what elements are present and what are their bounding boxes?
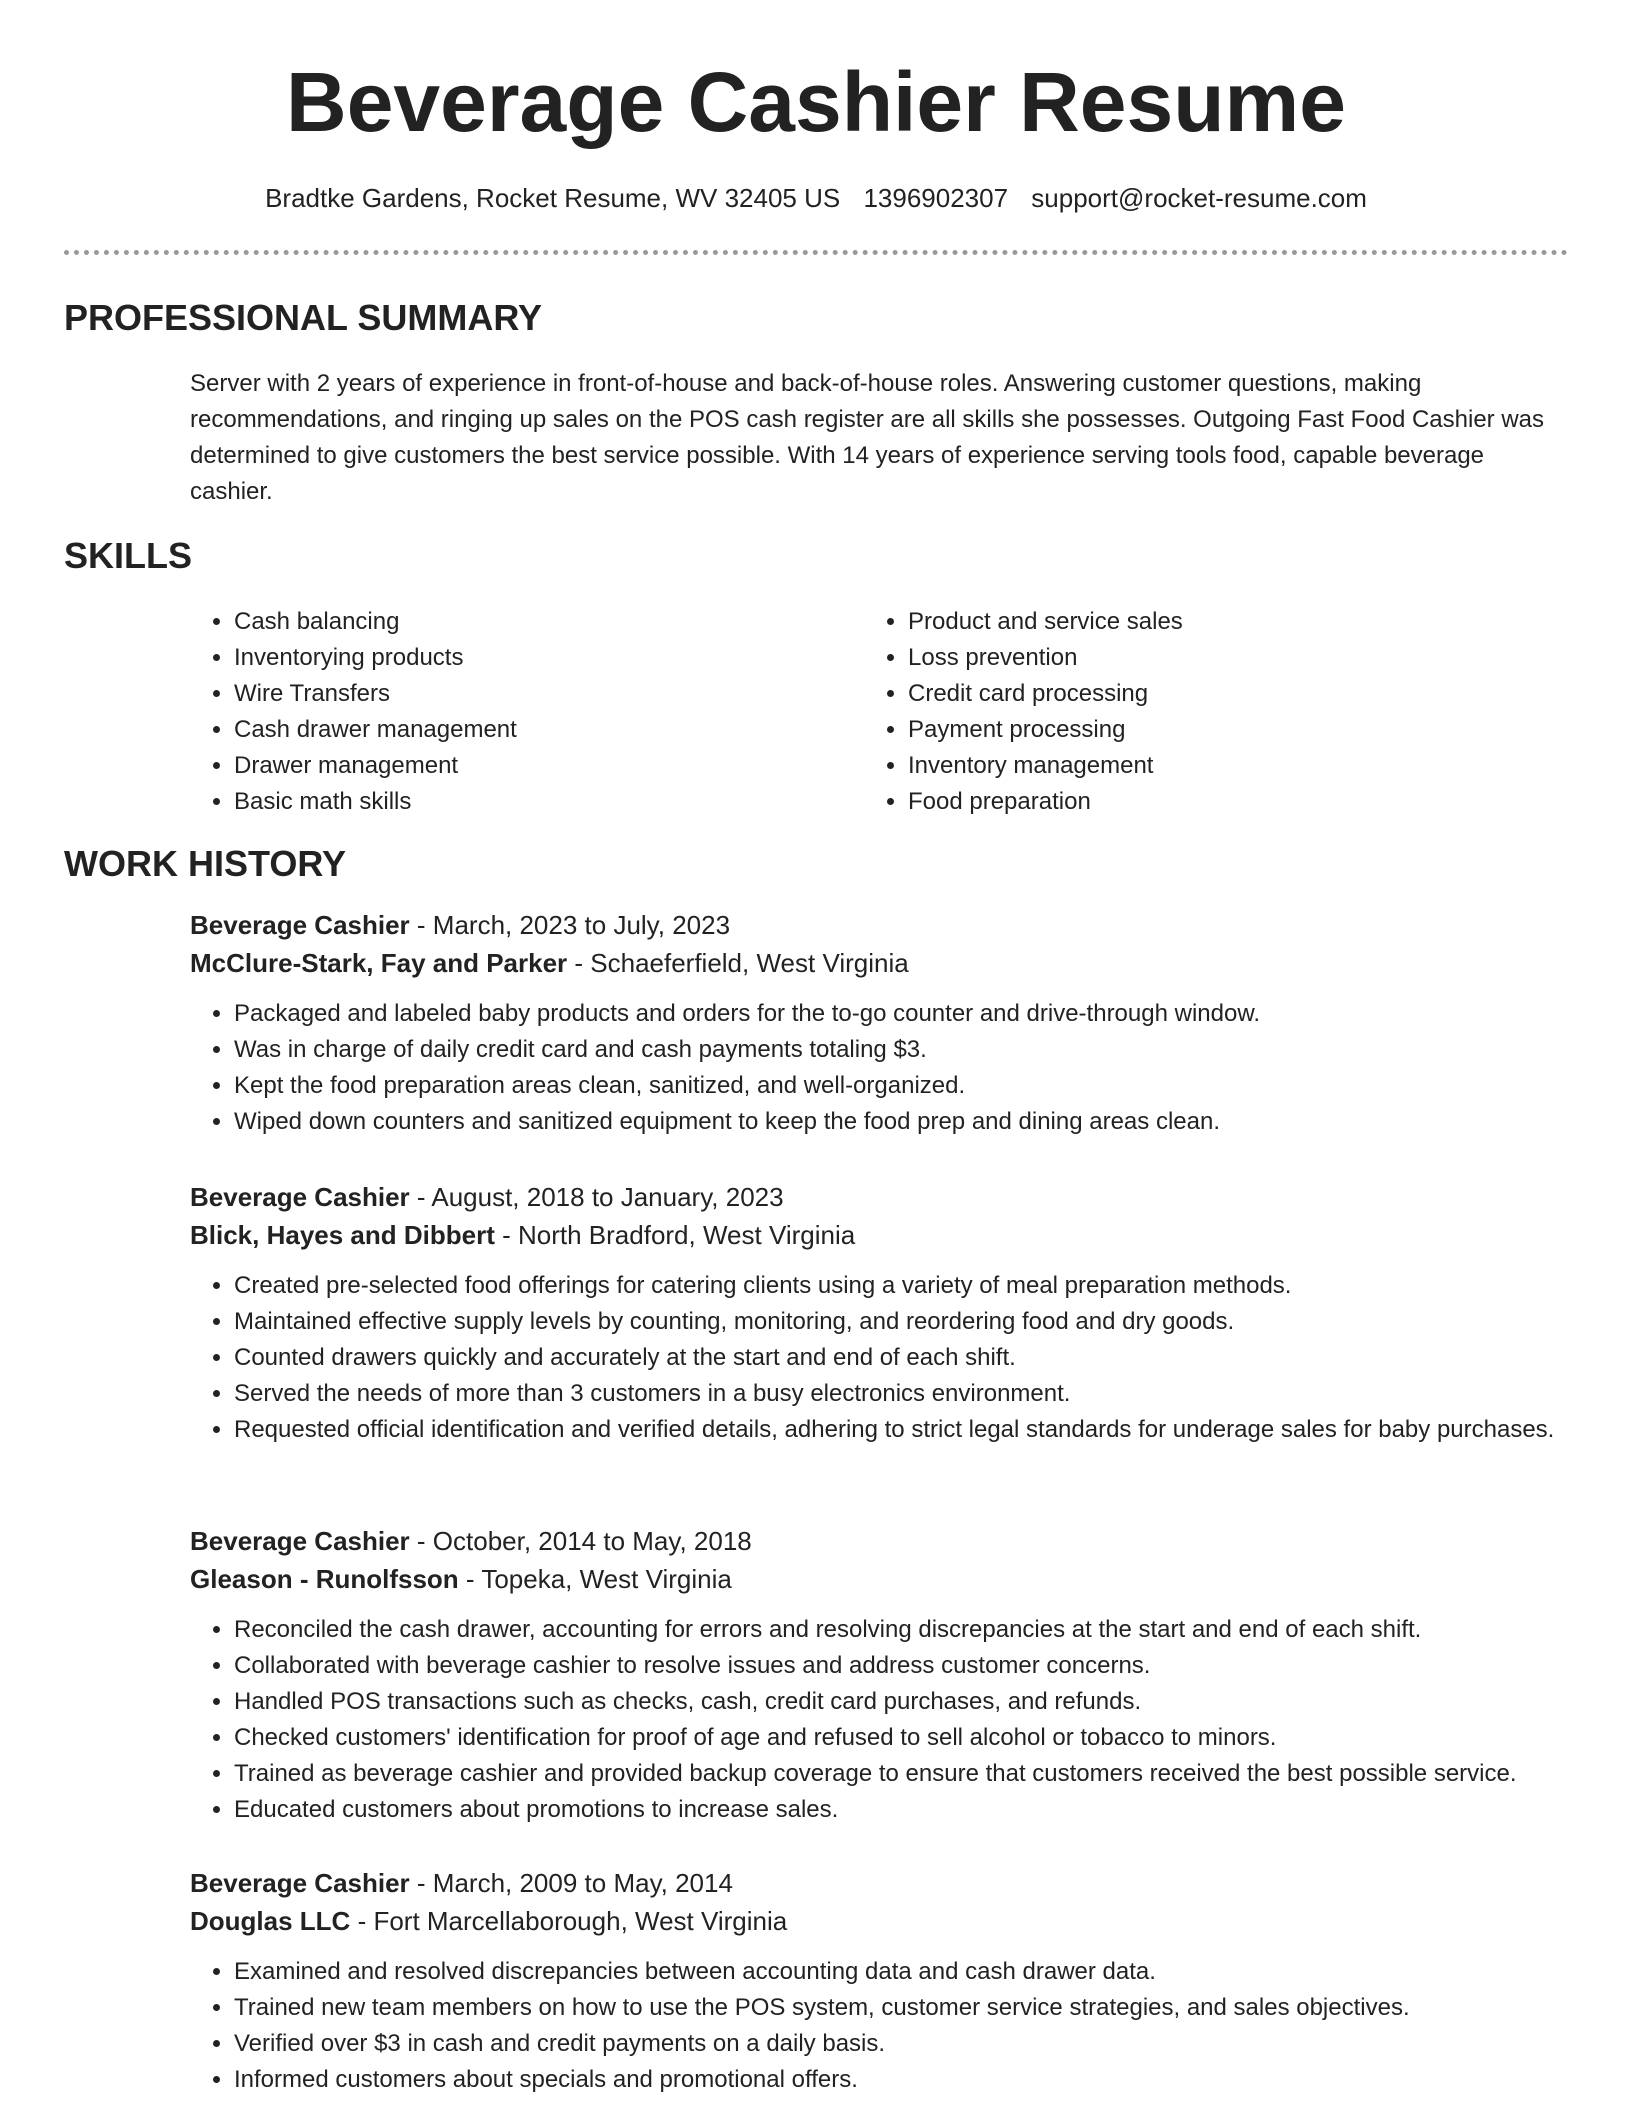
skill-item: • Cash drawer management	[234, 712, 854, 748]
job-bullet: • Was in charge of daily credit card and cash payments totaling $3.	[234, 1032, 1570, 1068]
job-location: - Schaeferfield, West Virginia	[567, 948, 909, 978]
job-title-line	[190, 906, 1570, 944]
job-bullet: • Wiped down counters and sanitized equipment to keep the food prep and dining areas clean.	[234, 1104, 1570, 1140]
job-bullet: • Handled POS transactions such as checks, cash, credit card purchases, and refunds.	[234, 1684, 1570, 1720]
page-title: Beverage Cashier Resume	[286, 55, 1346, 149]
skill-item: • Wire Transfers	[234, 676, 854, 712]
skill-item: • Payment processing	[908, 712, 1528, 748]
work-history-heading: WORK HISTORY	[64, 843, 347, 884]
skill-item: • Basic math skills	[234, 784, 854, 820]
job-entry	[190, 1178, 1570, 1448]
job-dates: - March, 2009 to May, 2014	[409, 1868, 733, 1898]
job-company-line	[190, 1560, 1570, 1598]
job-bullet: • Informed customers about specials and promotional offers.	[234, 2062, 1570, 2098]
contact-email: support@rocket-resume.com	[1031, 183, 1367, 213]
skills-list-right	[864, 604, 1528, 820]
job-bullets	[190, 1612, 1570, 1828]
job-location: - North Bradford, West Virginia	[494, 1220, 856, 1250]
job-dates: - August, 2018 to January, 2023	[409, 1182, 784, 1212]
job-title-line	[190, 1864, 1570, 1902]
job-dates: - March, 2023 to July, 2023	[409, 910, 731, 940]
job-bullet: • Trained as beverage cashier and provided backup coverage to ensure that customers received the best possible service.	[234, 1756, 1570, 1792]
job-title-line	[190, 1522, 1570, 1560]
summary-heading: PROFESSIONAL SUMMARY	[64, 297, 543, 338]
job-bullet: • Collaborated with beverage cashier to resolve issues and address customer concerns.	[234, 1648, 1570, 1684]
skill-item: • Cash balancing	[234, 604, 854, 640]
job-company: McClure-Stark, Fay and Parker	[190, 948, 568, 978]
job-company-line	[190, 1216, 1570, 1254]
job-bullet: • Checked customers' identification for proof of age and refused to sell alcohol or tobacco to minors.	[234, 1720, 1570, 1756]
contact-phone: 1396902307	[863, 183, 1009, 213]
job-dates: - October, 2014 to May, 2018	[409, 1526, 752, 1556]
job-entry	[190, 1864, 1570, 2098]
contact-line	[0, 180, 1632, 216]
skills-list-left	[190, 604, 854, 820]
job-bullet: • Served the needs of more than 3 customers in a busy electronics environment.	[234, 1376, 1570, 1412]
skill-item: • Inventorying products	[234, 640, 854, 676]
job-company: Gleason - Runolfsson	[190, 1564, 459, 1594]
job-bullets	[190, 996, 1570, 1140]
skill-item: • Inventory management	[908, 748, 1528, 784]
skill-item: • Drawer management	[234, 748, 854, 784]
job-bullet: • Requested official identification and verified details, adhering to strict legal standards for underage sales for baby purchases.	[234, 1412, 1570, 1448]
job-bullet: • Created pre-selected food offerings for catering clients using a variety of meal preparation methods.	[234, 1268, 1570, 1304]
job-bullet: • Packaged and labeled baby products and orders for the to-go counter and drive-through window.	[234, 996, 1570, 1032]
summary-text: Server with 2 years of experience in front-of-house and back-of-house roles. Answering customer questions, making recommendations, and ringing up sales on the POS cash register are all skills she possesses. Outgoing Fast Food Cashier was determined to give customers the best service possible. With 14 years of experience serving tools food, capable beverage cashier.	[190, 370, 1545, 505]
job-location: - Topeka, West Virginia	[458, 1564, 732, 1594]
skill-item: • Food preparation	[908, 784, 1528, 820]
job-entry	[190, 1522, 1570, 1828]
job-bullet: • Reconciled the cash drawer, accounting for errors and resolving discrepancies at the start and end of each shift.	[234, 1612, 1570, 1648]
skills-heading: SKILLS	[64, 535, 193, 576]
skill-item: • Product and service sales	[908, 604, 1528, 640]
job-bullet: • Counted drawers quickly and accurately at the start and end of each shift.	[234, 1340, 1570, 1376]
skill-item: • Loss prevention	[908, 640, 1528, 676]
job-bullets	[190, 1954, 1570, 2098]
contact-address: Bradtke Gardens, Rocket Resume, WV 32405 US	[265, 183, 841, 213]
job-bullet: • Kept the food preparation areas clean, sanitized, and well-organized.	[234, 1068, 1570, 1104]
job-bullet: • Educated customers about promotions to increase sales.	[234, 1792, 1570, 1828]
job-bullet: • Trained new team members on how to use the POS system, customer service strategies, and sales objectives.	[234, 1990, 1570, 2026]
job-company-line	[190, 1902, 1570, 1940]
job-location: - Fort Marcellaborough, West Virginia	[350, 1906, 788, 1936]
job-bullets	[190, 1268, 1570, 1448]
job-bullet: • Verified over $3 in cash and credit payments on a daily basis.	[234, 2026, 1570, 2062]
job-entry	[190, 906, 1570, 1140]
job-title: Beverage Cashier	[190, 1182, 410, 1212]
job-bullet: • Maintained effective supply levels by counting, monitoring, and reordering food and dry goods.	[234, 1304, 1570, 1340]
job-bullet: • Examined and resolved discrepancies between accounting data and cash drawer data.	[234, 1954, 1570, 1990]
job-title: Beverage Cashier	[190, 1868, 410, 1898]
job-company: Blick, Hayes and Dibbert	[190, 1220, 495, 1250]
job-company-line	[190, 944, 1570, 982]
job-company: Douglas LLC	[190, 1906, 351, 1936]
job-title-line	[190, 1178, 1570, 1216]
header-divider	[64, 250, 1568, 255]
job-title: Beverage Cashier	[190, 1526, 410, 1556]
skill-item: • Credit card processing	[908, 676, 1528, 712]
job-title: Beverage Cashier	[190, 910, 410, 940]
